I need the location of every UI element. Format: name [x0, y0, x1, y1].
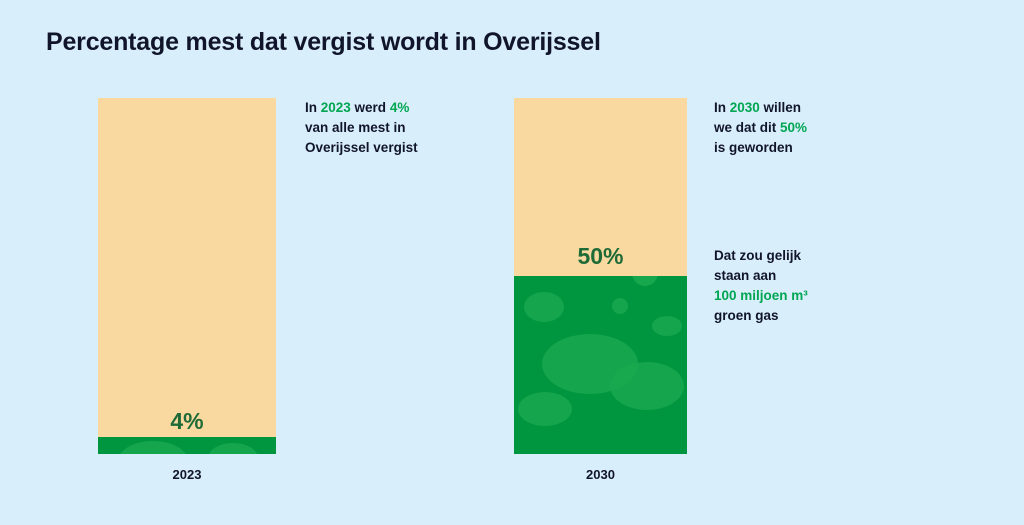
bar-2030-fill — [514, 276, 687, 454]
annotation-text: willen — [759, 100, 802, 115]
bar-2023-value: 4% — [170, 408, 204, 434]
annotation-highlight: 2023 — [320, 100, 351, 115]
annotation-highlight: 100 miljoen m³ — [714, 288, 808, 303]
annotation-text: Dat zou gelijk — [714, 248, 802, 263]
annotation-text: Overijssel vergist — [305, 140, 418, 155]
bar-2023 — [98, 98, 276, 454]
annotation-text: staan aan — [714, 268, 777, 283]
annotation-text: In — [305, 100, 321, 115]
annotation-2023 — [305, 98, 495, 158]
annotation-highlight: 2030 — [729, 100, 760, 115]
annotation-text: groen gas — [714, 308, 779, 323]
annotation-2030-target — [714, 98, 904, 158]
annotation-line — [714, 306, 904, 326]
annotation-line — [714, 246, 904, 266]
annotation-line — [714, 138, 904, 158]
page-title: Percentage mest dat vergist wordt in Overijssel — [46, 28, 601, 56]
annotation-text: In — [714, 100, 730, 115]
annotation-2030-equivalent — [714, 246, 904, 326]
annotation-line — [305, 118, 495, 138]
annotation-line — [714, 98, 904, 118]
bar-2030-category-label: 2030 — [586, 467, 615, 482]
annotation-line — [305, 98, 495, 118]
annotation-line — [714, 118, 904, 138]
annotation-text: van alle mest in — [305, 120, 406, 135]
annotation-line — [714, 266, 904, 286]
annotation-line — [714, 286, 904, 306]
bar-2030 — [514, 98, 687, 454]
annotation-text: we dat dit — [714, 120, 781, 135]
annotation-text: werd — [350, 100, 390, 115]
annotation-highlight: 50% — [780, 120, 808, 135]
annotation-text: is geworden — [714, 140, 793, 155]
bar-2023-fill — [98, 437, 276, 454]
bar-2030-value: 50% — [577, 243, 624, 269]
bar-2023-category-label: 2023 — [172, 467, 202, 482]
annotation-highlight: 4% — [389, 100, 410, 115]
annotation-line — [305, 138, 495, 158]
